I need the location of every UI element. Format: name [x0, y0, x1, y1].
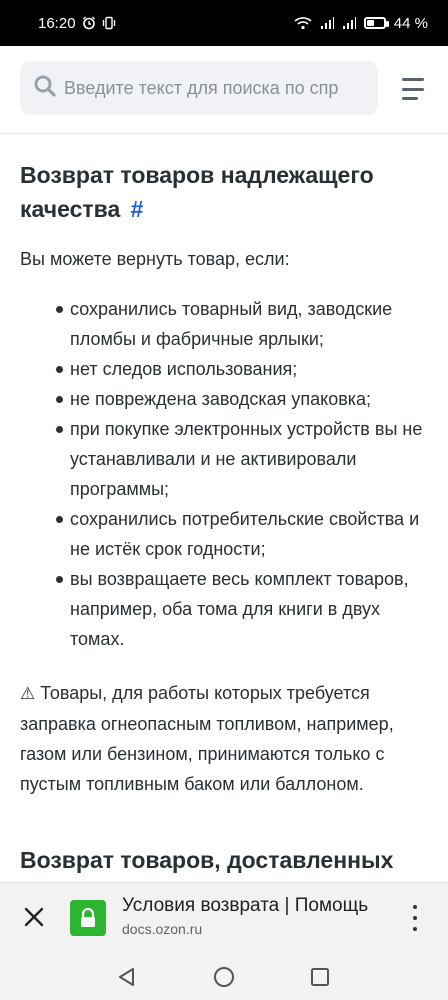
- search-box[interactable]: [20, 61, 378, 115]
- warning-note: [20, 678, 428, 799]
- list-item: не повреждена заводская упаковка;: [70, 384, 428, 414]
- home-icon[interactable]: [213, 966, 235, 988]
- heading-anchor-link[interactable]: #: [130, 196, 144, 222]
- battery-icon: [364, 17, 386, 29]
- warning-text: Товары, для работы которых требуется заправка огнеопасным топливом, например, газом или бензином, принимаются только с пустым топливным баком или баллоном.: [20, 683, 394, 794]
- battery-percent: 44 %: [393, 14, 428, 32]
- page-domain[interactable]: docs.ozon.ru: [122, 921, 203, 937]
- lock-icon: [70, 900, 106, 936]
- system-nav-bar: [0, 952, 448, 1000]
- back-icon[interactable]: [116, 966, 138, 988]
- article-content: [0, 134, 448, 882]
- search-icon: [34, 75, 56, 102]
- section-heading: Возврат товаров надлежащего качества #: [20, 162, 374, 222]
- menu-icon[interactable]: [402, 78, 426, 100]
- list-item: нет следов использования;: [70, 354, 428, 384]
- signal-icon: [342, 16, 356, 30]
- alarm-icon: [82, 16, 96, 30]
- warning-icon: ⚠: [20, 684, 36, 703]
- close-icon[interactable]: [22, 905, 46, 929]
- lead-text: Вы можете вернуть товар, если:: [20, 249, 290, 269]
- signal-icon: [320, 16, 334, 30]
- recents-icon[interactable]: [309, 966, 331, 988]
- search-input[interactable]: [64, 78, 364, 99]
- wifi-icon: [294, 16, 312, 30]
- status-time: 16:20: [38, 14, 76, 32]
- site-header: [0, 46, 448, 134]
- list-item: сохранились товарный вид, заводские пломбы и фабричные ярлыки;: [70, 294, 428, 354]
- more-vertical-icon[interactable]: [412, 905, 418, 931]
- status-bar: [0, 0, 448, 46]
- conditions-list: [0, 294, 448, 654]
- list-item: при покупке электронных устройств вы не устанавливали и не активировали программы;: [70, 414, 428, 504]
- browser-bar: [0, 882, 448, 952]
- list-item: сохранились потребительские свойства и не истёк срок годности;: [70, 504, 428, 564]
- list-item: вы возвращаете весь комплект товаров, например, оба тома для книги в двух томах.: [70, 564, 428, 654]
- section-heading: Возврат товаров, доставленных: [20, 847, 394, 873]
- vibrate-icon: [102, 16, 116, 30]
- page-title[interactable]: Условия возврата | Помощь: [122, 895, 369, 916]
